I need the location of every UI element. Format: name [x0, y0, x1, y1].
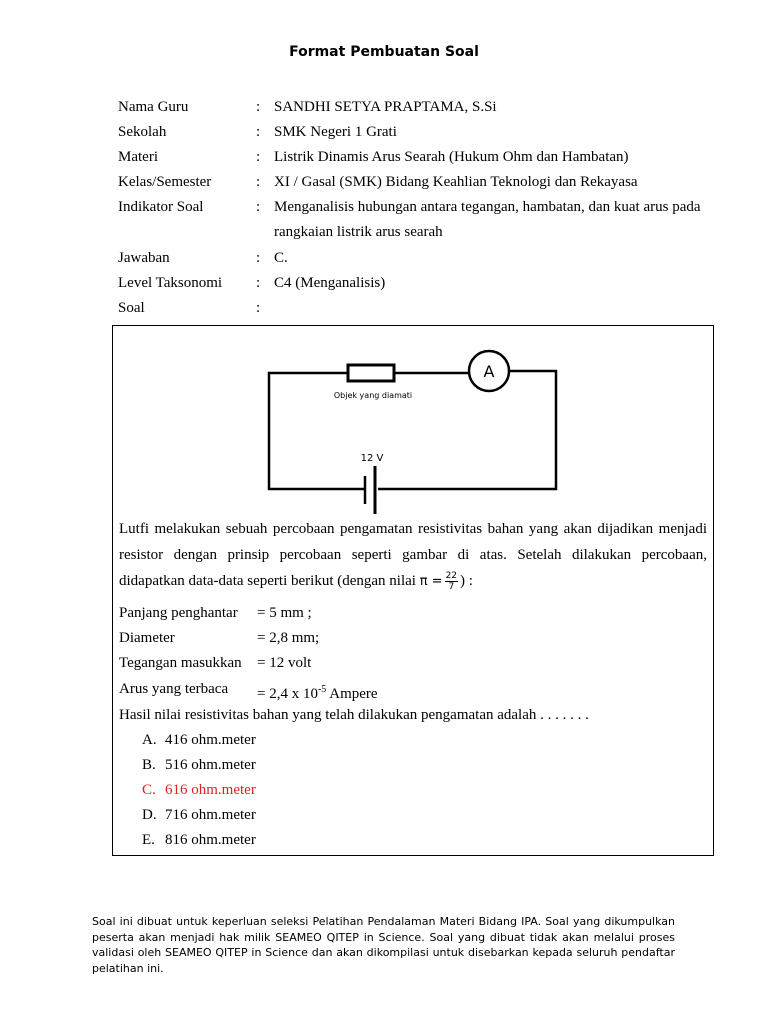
- ammeter-label: A: [483, 362, 495, 381]
- meta-value: C4 (Menganalisis): [274, 275, 386, 291]
- meta-label: Nama Guru: [118, 99, 189, 115]
- question-text: Hasil nilai resistivitas bahan yang telah dilakukan pengamatan adalah . . . . . . .: [119, 707, 589, 723]
- data-value: = 2,8 mm;: [257, 630, 320, 646]
- current-unit: Ampere: [326, 686, 378, 702]
- meta-value: XI / Gasal (SMK) Bidang Keahlian Teknologi dan Rekayasa: [274, 174, 638, 190]
- circuit-wires: [269, 371, 556, 489]
- meta-label: Jawaban: [118, 250, 170, 266]
- option-a[interactable]: [142, 728, 256, 753]
- option-letter: D.: [142, 807, 157, 823]
- data-label: Panjang penghantar: [119, 605, 238, 621]
- battery-icon: [365, 466, 375, 514]
- meta-value-continued: rangkaian listrik arus searah: [274, 224, 443, 240]
- option-d[interactable]: [142, 803, 256, 828]
- meta-colon: :: [256, 250, 261, 266]
- circuit-diagram: [113, 326, 713, 516]
- meta-value: SANDHI SETYA PRAPTAMA, S.Si: [274, 99, 497, 115]
- data-label: Arus yang terbaca: [119, 681, 229, 697]
- meta-colon: :: [256, 149, 261, 165]
- problem-paragraph: [119, 516, 707, 595]
- object-label: Objek yang diamati: [333, 391, 413, 400]
- meta-colon: :: [256, 199, 261, 215]
- meta-value: Menganalisis hubungan antara tegangan, hambatan, dan kuat arus pada: [274, 199, 701, 215]
- problem-text: Lutfi melakukan sebuah percobaan pengamatan resistivitas bahan yang akan dijadikan menjadi resistor dengan prinsip percobaan seperti gambar di atas. Setelah dilakukan percobaan, didapatkan data-data seperti berikut (dengan nilai: [119, 521, 707, 589]
- option-text: 816 ohm.meter: [165, 832, 256, 848]
- option-b[interactable]: [142, 753, 256, 778]
- pi-denominator: 7: [448, 582, 455, 592]
- pi-fraction: [445, 571, 458, 592]
- meta-label: Level Taksonomi: [118, 275, 223, 291]
- option-e[interactable]: [142, 828, 256, 853]
- option-text: 516 ohm.meter: [165, 757, 256, 773]
- wire-top-right: [378, 371, 556, 489]
- data-value: = 5 mm ;: [257, 605, 312, 621]
- option-text: 716 ohm.meter: [165, 807, 256, 823]
- meta-value: C.: [274, 250, 288, 266]
- pi-numerator: 22: [445, 571, 458, 581]
- option-letter: B.: [142, 757, 156, 773]
- battery-label: 12 V: [360, 453, 384, 464]
- current-value: = 2,4 x 10: [257, 686, 318, 702]
- pi-formula: [419, 571, 460, 592]
- data-label: Tegangan masukkan: [119, 655, 242, 671]
- footer-note: Soal ini dibuat untuk keperluan seleksi Pelatihan Pendalaman Materi Bidang IPA. Soal yang dikumpulkan peserta akan menjadi hak milik SEAMEO QITEP in Science. Soal yang dibuat tidak akan melalui proses validasi oleh SEAMEO QITEP in Science dan akan dikompilasi untuk disebarkan kepada seluruh pendaftar pelatihan ini.: [92, 915, 675, 975]
- meta-value: Listrik Dinamis Arus Searah (Hukum Ohm dan Hambatan): [274, 149, 629, 165]
- meta-colon: :: [256, 300, 261, 316]
- meta-colon: :: [256, 99, 261, 115]
- meta-label: Kelas/Semester: [118, 174, 212, 190]
- meta-colon: :: [256, 275, 261, 291]
- option-letter: E.: [142, 832, 155, 848]
- option-text: 616 ohm.meter: [165, 782, 256, 798]
- option-text: 416 ohm.meter: [165, 732, 256, 748]
- meta-label: Sekolah: [118, 124, 167, 140]
- meta-colon: :: [256, 174, 261, 190]
- option-letter: A.: [142, 732, 157, 748]
- problem-text-end: ) :: [460, 573, 473, 589]
- question-box: [112, 325, 714, 856]
- meta-label: Soal: [118, 300, 145, 316]
- resistor-icon: [348, 365, 394, 381]
- data-value: = 12 volt: [257, 655, 312, 671]
- option-letter: C.: [142, 782, 156, 798]
- data-label: Diameter: [119, 630, 175, 646]
- option-c-correct[interactable]: [142, 778, 256, 803]
- meta-value: SMK Negeri 1 Grati: [274, 124, 397, 140]
- page-title: Format Pembuatan Soal: [289, 44, 479, 60]
- pi-symbol: π =: [419, 574, 443, 589]
- meta-colon: :: [256, 124, 261, 140]
- current-exponent: -5: [317, 684, 327, 695]
- meta-label: Materi: [118, 149, 158, 165]
- meta-label: Indikator Soal: [118, 199, 204, 215]
